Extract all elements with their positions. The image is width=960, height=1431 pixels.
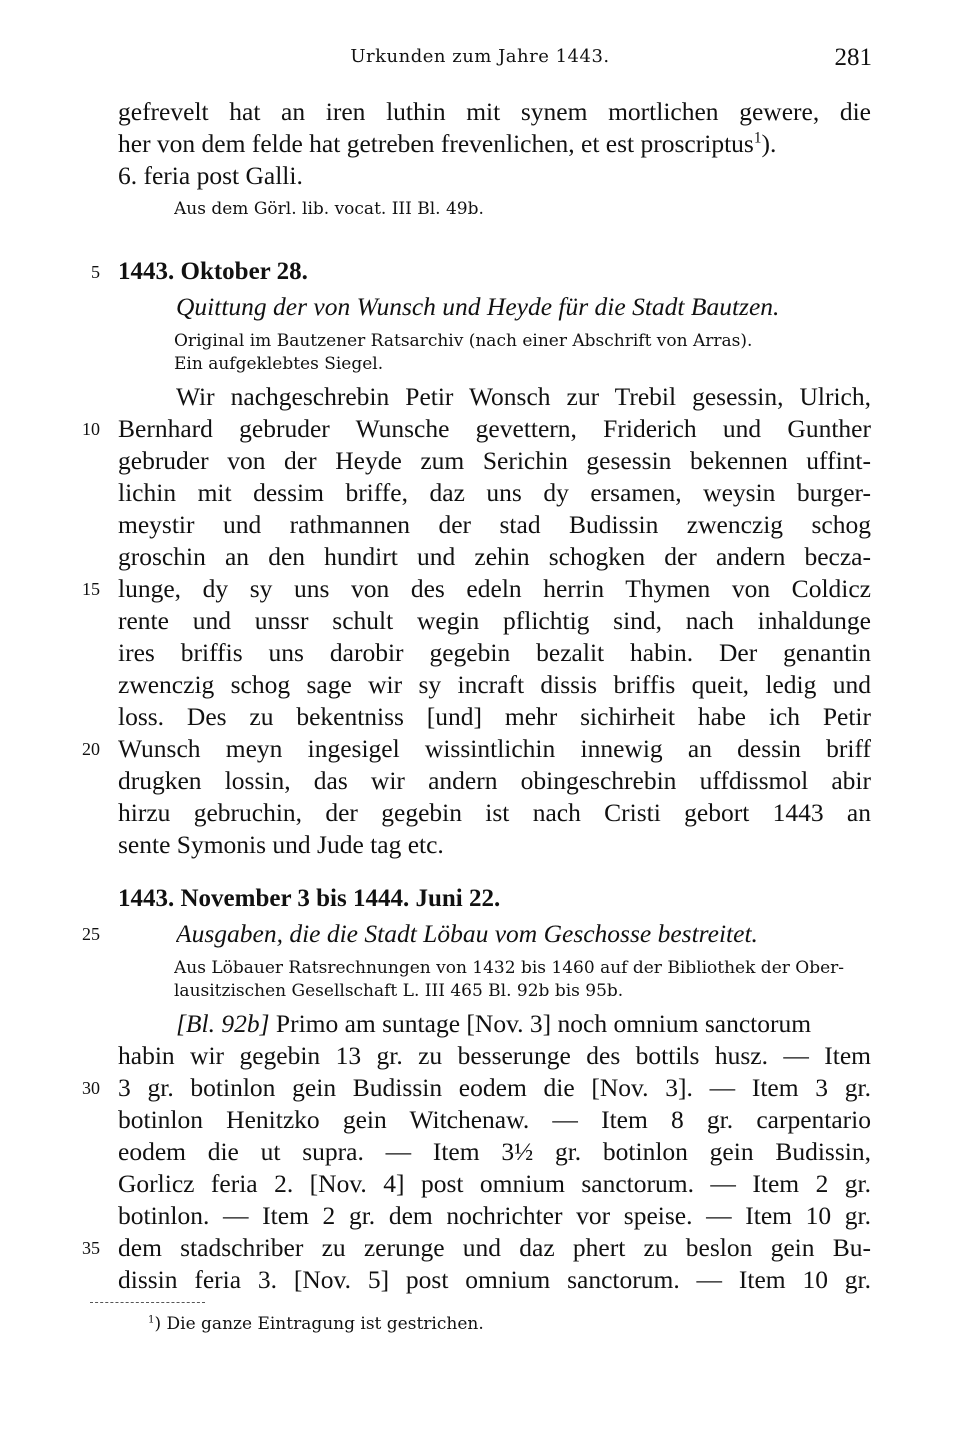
text-line: rente und unssr schult wegin pflichtig sind, nach inhaldunge (118, 606, 871, 635)
running-header (0, 44, 960, 74)
text-line: Wir nachgeschrebin Petir Wonsch zur Trebil gesessin, Ulrich, (176, 382, 871, 411)
line-number: 10 (82, 419, 100, 439)
text-line: botinlon. — Item 2 gr. dem nochrichter vor speise. — Item 10 gr. (118, 1201, 871, 1230)
text-line: meystir und rathmannen der stad Budissin zwenczig schog (118, 510, 871, 539)
line-number: 5 (91, 262, 100, 282)
footnote-ref: 1 (753, 129, 762, 147)
text-line: lichin mit dessim briffe, daz uns dy ersamen, weysin burger- (118, 478, 871, 507)
folio-reference: [Bl. 92b] (176, 1009, 270, 1038)
text-line: zwenczig schog sage wir sy incraft dissis briffis queit, ledig und (118, 670, 871, 699)
line-number: 15 (82, 579, 100, 599)
text-line: ires briffis uns darobir gegebin bezalit habin. Der genantin (118, 638, 871, 667)
line-number: 20 (82, 739, 100, 759)
source-note: Aus dem Görl. lib. vocat. III Bl. 49b. (174, 199, 484, 219)
text-line (118, 128, 871, 160)
footnote (148, 1314, 484, 1334)
text-line: gebruder von der Heyde zum Serichin gesessin bekennen uffint- (118, 446, 871, 475)
footnote-mark: 1 (148, 1314, 155, 1326)
line-number: 30 (82, 1078, 100, 1098)
text-line: 3 gr. botinlon gein Budissin eodem die [Nov. 3]. — Item 3 gr. (118, 1073, 871, 1102)
text-line: Gorlicz feria 2. [Nov. 4] post omnium sanctorum. — Item 2 gr. (118, 1169, 871, 1198)
entry-title: Ausgaben, die die Stadt Löbau vom Geschosse bestreitet. (176, 919, 758, 948)
text-line: groschin an den hundirt und zehin schogken der andern becza- (118, 542, 871, 571)
text-line: dissin feria 3. [Nov. 5] post omnium sanctorum. — Item 10 gr. (118, 1265, 871, 1294)
text-line: drugken lossin, das wir andern obingeschrebin uffdissmol abir (118, 766, 871, 795)
page-number: 281 (834, 44, 872, 71)
running-title: Urkunden zum Jahre 1443. (350, 46, 610, 67)
text-line: botinlon Henitzko gein Witchenaw. — Item 8 gr. carpentario (118, 1105, 871, 1134)
text-line-end: ). (761, 129, 777, 158)
footnote-text: ) Die ganze Eintragung ist gestrichen. (154, 1314, 484, 1334)
text-line-body: her von dem felde hat getreben frevenlichen, et est proscriptus (118, 129, 754, 158)
text-line: 6. feria post Galli. (118, 161, 303, 190)
line-number: 25 (82, 924, 100, 944)
line-number: 35 (82, 1238, 100, 1258)
text-line: sente Symonis und Jude tag etc. (118, 830, 444, 859)
text-line-body: Primo am suntage [Nov. 3] noch omnium sanctorum (269, 1009, 812, 1038)
text-line (176, 1008, 871, 1040)
entry-date: 1443. November 3 bis 1444. Juni 22. (118, 885, 501, 912)
text-line: gefrevelt hat an iren luthin mit synem mortlichen gewere, die (118, 97, 871, 126)
source-note: Ein aufgeklebtes Siegel. (174, 354, 384, 374)
text-line: lunge, dy sy uns von des edeln herrin Thymen von Coldicz (118, 574, 871, 603)
text-line: hirzu gebruchin, der gegebin ist nach Cristi gebort 1443 an (118, 798, 871, 827)
source-note: lausitzischen Gesellschaft L. III 465 Bl. 92b bis 95b. (174, 981, 624, 1001)
text-line: dem stadschriber zu zerunge und daz phert zu beslon gein Bu- (118, 1233, 871, 1262)
footnote-divider (90, 1302, 205, 1303)
text-line: habin wir gegebin 13 gr. zu besserunge des bottils husz. — Item (118, 1041, 871, 1070)
entry-date: 1443. Oktober 28. (118, 258, 308, 285)
text-line: Bernhard gebruder Wunsche gevettern, Friderich und Gunther (118, 414, 871, 443)
text-line: Wunsch meyn ingesigel wissintlichin innewig an dessin briff (118, 734, 871, 763)
source-note: Aus Löbauer Ratsrechnungen von 1432 bis 1460 auf der Bibliothek der Ober- (174, 958, 845, 978)
text-line: loss. Des zu bekentniss [und] mehr sichirheit habe ich Petir (118, 702, 871, 731)
entry-title: Quittung der von Wunsch und Heyde für die Stadt Bautzen. (176, 292, 780, 321)
source-note: Original im Bautzener Ratsarchiv (nach einer Abschrift von Arras). (174, 331, 753, 351)
text-line: eodem die ut supra. — Item 3½ gr. botinlon gein Budissin, (118, 1137, 871, 1166)
